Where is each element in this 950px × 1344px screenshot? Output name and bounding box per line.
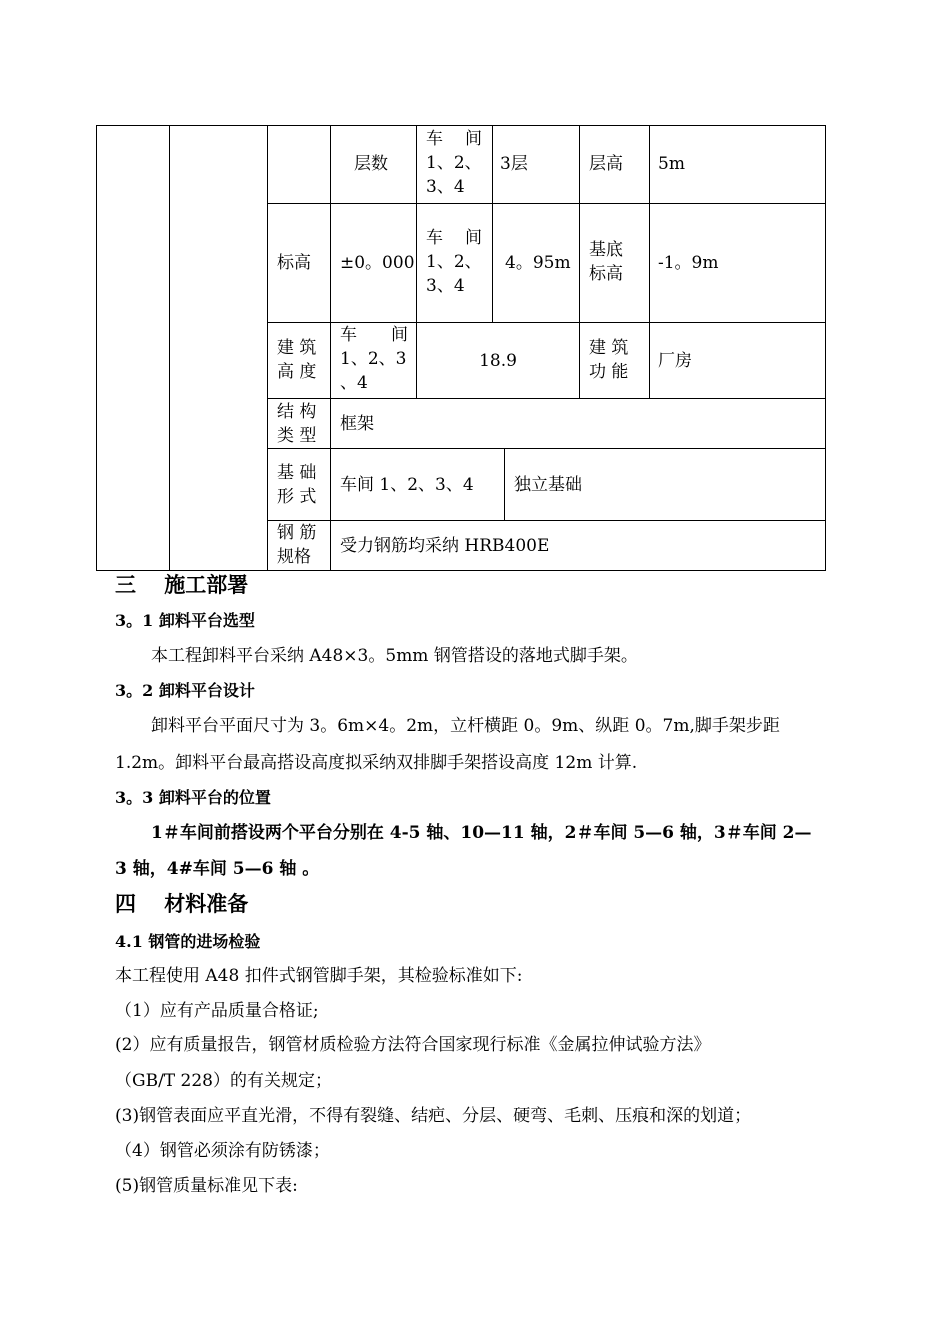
workshop-line: 1、2、3 [340,349,407,369]
cell-foundation-type: 独立基础 [514,475,582,495]
workshop-line: 车 间 [426,228,482,248]
cell-building-function-value: 厂房 [658,351,692,371]
cell-floors-value: 3层 [500,154,528,174]
list-item: (5)钢管质量标准见下表: [115,1176,298,1196]
section-4-title: 四 材料准备 [115,891,249,916]
cell-building-height-label [277,336,316,384]
cell-building-height-value: 18.9 [479,351,517,371]
section-3-1-paragraph: 本工程卸料平台采纳 A48×3。5mm 钢管搭设的落地式脚手架。 [151,646,638,666]
workshop-line: 1、2、 [426,153,482,173]
workshop-line: 3、4 [426,276,465,296]
cell-rebar-label [277,521,316,569]
label-line: 基 础 [277,463,317,483]
label-line: 功 能 [589,362,629,382]
cell-rebar-value: 受力钢筋均采纳 HRB400E [340,536,550,556]
label-line: 高 度 [277,362,317,382]
label-line: 建 筑 [589,338,629,358]
workshop-line: 3、4 [426,177,465,197]
label-line: 标高 [589,264,623,284]
cell-floors-label: 层数 [354,154,388,174]
cell-workshop-2 [426,226,482,298]
section-4-intro: 本工程使用 A48 扣件式钢管脚手架，其检验标准如下: [115,966,523,986]
label-line: 建 筑 [277,338,317,358]
section-3-title: 三 施工部署 [115,572,249,597]
list-item: （1）应有产品质量合格证; [115,1001,319,1021]
label-line: 结 构 [277,402,317,422]
label-line: 规格 [277,547,311,567]
cell-foundation-label [277,461,316,509]
section-3-1-heading: 3。1 卸料平台选型 [115,611,255,630]
cell-elevation-value: ±0。000 [340,253,415,273]
cell-structure-value: 框架 [340,414,374,434]
list-item: (3)钢管表面应平直光滑，不得有裂缝、结疤、分层、硬弯、毛刺、压痕和深的划道； [115,1106,752,1126]
workshop-line: 、4 [340,373,368,393]
list-item: （4）钢管必须涂有防锈漆； [115,1141,330,1161]
workshop-line: 车 间 [426,129,482,149]
list-item: （GB/T 228）的有关规定； [115,1071,332,1091]
cell-floor-height-value: 5m [658,154,685,174]
cell-structure-label [277,400,316,448]
cell-foundation-workshops: 车间 1、2、3、4 [340,475,474,495]
section-3-2-line-1: 卸料平台平面尺寸为 3。6m×4。2m，立杆横距 0。9m、纵距 0。7m,脚手架步距 [151,716,780,736]
cell-base-elevation-label [589,238,623,286]
label-line: 钢 筋 [277,523,317,543]
label-line: 基底 [589,240,623,260]
workshop-line: 1、2、 [426,252,482,272]
cell-workshop-1 [426,127,482,199]
cell-base-elevation-value: -1。9m [658,253,719,273]
cell-workshop-3 [340,323,408,395]
list-item: (2）应有质量报告，钢管材质检验方法符合国家现行标准《金属拉伸试验方法》 [115,1035,711,1055]
section-3-3-line-2: 3 轴，4#车间 5—6 轴 。 [115,859,320,879]
cell-elevation-label: 标高 [277,253,311,273]
section-4-1-heading: 4.1 钢管的进场检验 [115,932,261,951]
section-3-3-line-1: 1＃车间前搭设两个平台分别在 4-5 轴、10—11 轴，2＃车间 5—6 轴，3＃车间 2— [151,823,812,843]
label-line: 类 型 [277,426,317,446]
section-3-2-line-2: 1.2m。卸料平台最高搭设高度拟采纳双排脚手架搭设高度 12m 计算. [115,753,638,773]
cell-height-value: 4。95m [505,253,571,273]
section-3-2-heading: 3。2 卸料平台设计 [115,681,255,700]
section-3-3-heading: 3。3 卸料平台的位置 [115,788,271,807]
cell-building-function-label [589,336,628,384]
label-line: 形 式 [277,487,317,507]
workshop-line: 车 间 [340,325,408,345]
cell-floor-height-label: 层高 [589,154,623,174]
